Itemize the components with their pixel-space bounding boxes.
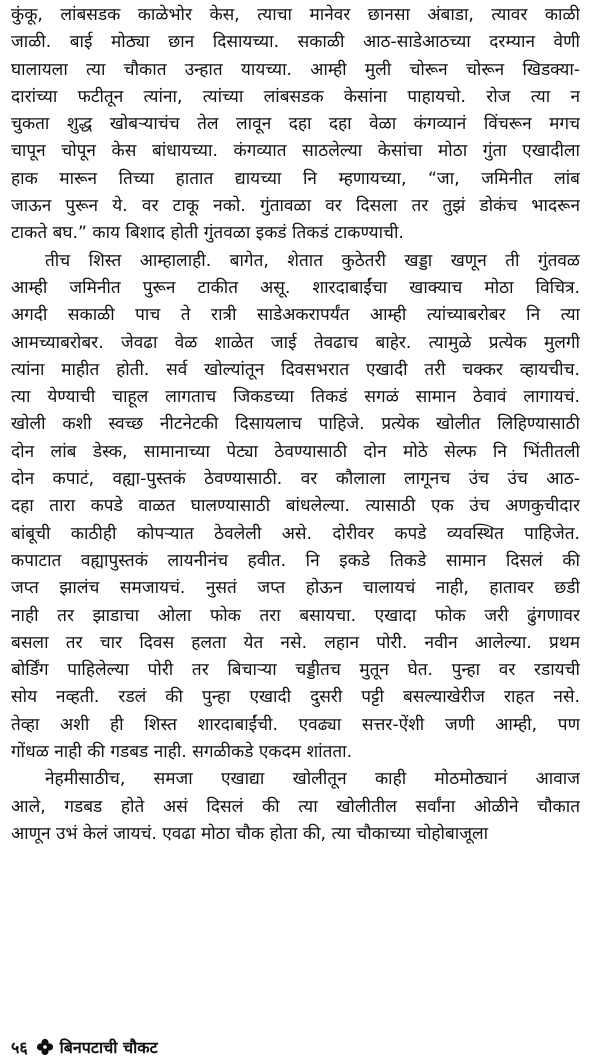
text-line: घालायला त्या चौकात उन्हात यायच्या. आम्ही मुली चोरून चोरून खिडक्या- (11, 59, 580, 80)
text-line: कुंकू, लांबसडक काळेभोर केस, त्याचा मानेवर छानसा अंबाडा, त्यावर काळी (11, 5, 580, 25)
text-line: दोन कपाटं, वह्या-पुस्तकं ठेवण्यासाठी. वर कौलाला लागूनच उंच उंच आठ- (11, 469, 580, 490)
text-line: खोली कशी स्वच्छ नीटनेटकी दिसायलाच पाहिजे. प्रत्येक खोलीत लिहिण्यासाठी (11, 414, 580, 435)
text-line: नेहमीसाठीच, समजा एखाद्या खोलीतून काही मोठमोठ्यानं आवाज (45, 769, 580, 790)
paragraph (11, 766, 580, 848)
text-line: अगदी सकाळी पाच ते रात्री साडेअकरापर्यंत आम्ही त्यांच्याबरोबर नि त्या (11, 305, 580, 326)
text-line: कपाटात वह्यापुस्तकं लायनीनंच हवीत. नि इकडे तिकडे सामान दिसलं की (11, 550, 580, 571)
clover-ornament-icon (36, 1038, 54, 1056)
text-line: जाळी. बाई मोठ्या छान दिसायच्या. सकाळी आठ-साडेआठच्या दरम्यान वेणी (11, 32, 580, 53)
text-line: हाक मारून तिच्या हातात द्यायच्या नि म्हणायच्या, “जा, जमिनीत लांब (11, 168, 580, 189)
text-line: नाही तर झाडाचा ओला फोक तरा बसायचा. एखादा फोक जरी ढुंगणावर (11, 605, 580, 626)
text-line: चापून चोपून केस बांधायच्या. कंगव्यात साठलेल्या केसांचा मोठा गुंता एखादीला (11, 141, 580, 162)
text-line: बोर्डिंग पाहिलेल्या पोरी तर बिचाऱ्या चड्डीतच मुतून घेत. पुन्हा वर रडायची (11, 660, 580, 681)
text-line: चुकता शुद्ध खोबऱ्याचंच तेल लावून दहा दहा वेळा कंगव्यानं विंचरून मगच (11, 114, 580, 135)
book-title: बिनपटाची चौकट (59, 1038, 158, 1057)
text-line: दोन लांब डेस्क, सामानाच्या पेट्या ठेवण्यासाठी दोन मोठे सेल्फ नि भिंतीतली (11, 441, 580, 462)
page-number: ५६ (11, 1038, 28, 1057)
text-line: आमच्याबरोबर. जेवढा वेळ शाळेत जाई तेवढाच बाहेर. त्यामुळे प्रत्येक मुलगी (11, 332, 580, 353)
paragraph (11, 2, 580, 248)
paragraph (11, 248, 580, 767)
text-line: सोय नव्हती. रडलं की पुन्हा एखादी दुसरी पट्टी बसल्याखेरीज राहत नसे. (11, 687, 580, 708)
text-line: टाकते बघ.” काय बिशाद होती गुंतवळा इकडं तिकडं टाकण्याची. (11, 223, 404, 244)
text-line: दारांच्या फटीतून त्यांना, त्यांच्या लांबसडक केसांना पाहायचो. रोज त्या न (11, 86, 580, 107)
text-line: आले, गडबड होते असं दिसलं की त्या खोलीतील सर्वांना ओळीने चौकात (11, 796, 580, 817)
text-line: तेव्हा अशी ही शिस्त शारदाबाईंची. एवढ्या सत्तर-ऐंशी जणी आम्ही, पण (11, 714, 580, 735)
text-line: जाऊन पुरून ये. वर टाकू नको. गुंतावळा वर दिसला तर तुझं डोकंच भादरून (11, 196, 580, 217)
page-footer (11, 1035, 158, 1059)
text-line: आम्ही जमिनीत पुरून टाकीत असू. शारदाबाईंचा खाक्याच मोठा विचित्र. (11, 277, 580, 298)
body-text (11, 2, 580, 848)
text-line: त्या येण्याची चाहूल लागताच जिकडच्या तिकडं सगळं सामान ठेवावं लागायचं. (11, 387, 580, 408)
text-line: बांबूची काठीही कोपऱ्यात ठेवलेली असे. दोरीवर कपडे व्यवस्थित पाहिजेत. (11, 523, 580, 544)
text-line: जप्त झालंच समजायचं. नुसतं जप्त होऊन चालायचं नाही, हातावर छडी (11, 578, 580, 599)
text-line: आणून उभं केलं जायचं. एवढा मोठा चौक होता की, त्या चौकाच्या चोहोबाजूला (11, 823, 489, 844)
text-line: गोंधळ नाही की गडबड नाही. सगळीकडे एकदम शांतता. (11, 742, 353, 763)
text-line: बसला तर चार दिवस हलता येत नसे. लहान पोरी. नवीन आलेल्या. प्रथम (11, 632, 580, 653)
text-line: तीच शिस्त आम्हालाही. बागेत, शेतात कुठेतरी खड्डा खणून ती गुंतवळ (45, 250, 580, 271)
text-line: दहा तारा कपडे वाळत घालण्यासाठी बांधलेल्या. त्यासाठी एक उंच अणकुचीदार (11, 496, 580, 517)
text-line: त्यांना माहीत होती. सर्व खोल्यांतून दिवसभरात एखादी तरी चक्कर व्हायचीच. (11, 359, 580, 380)
